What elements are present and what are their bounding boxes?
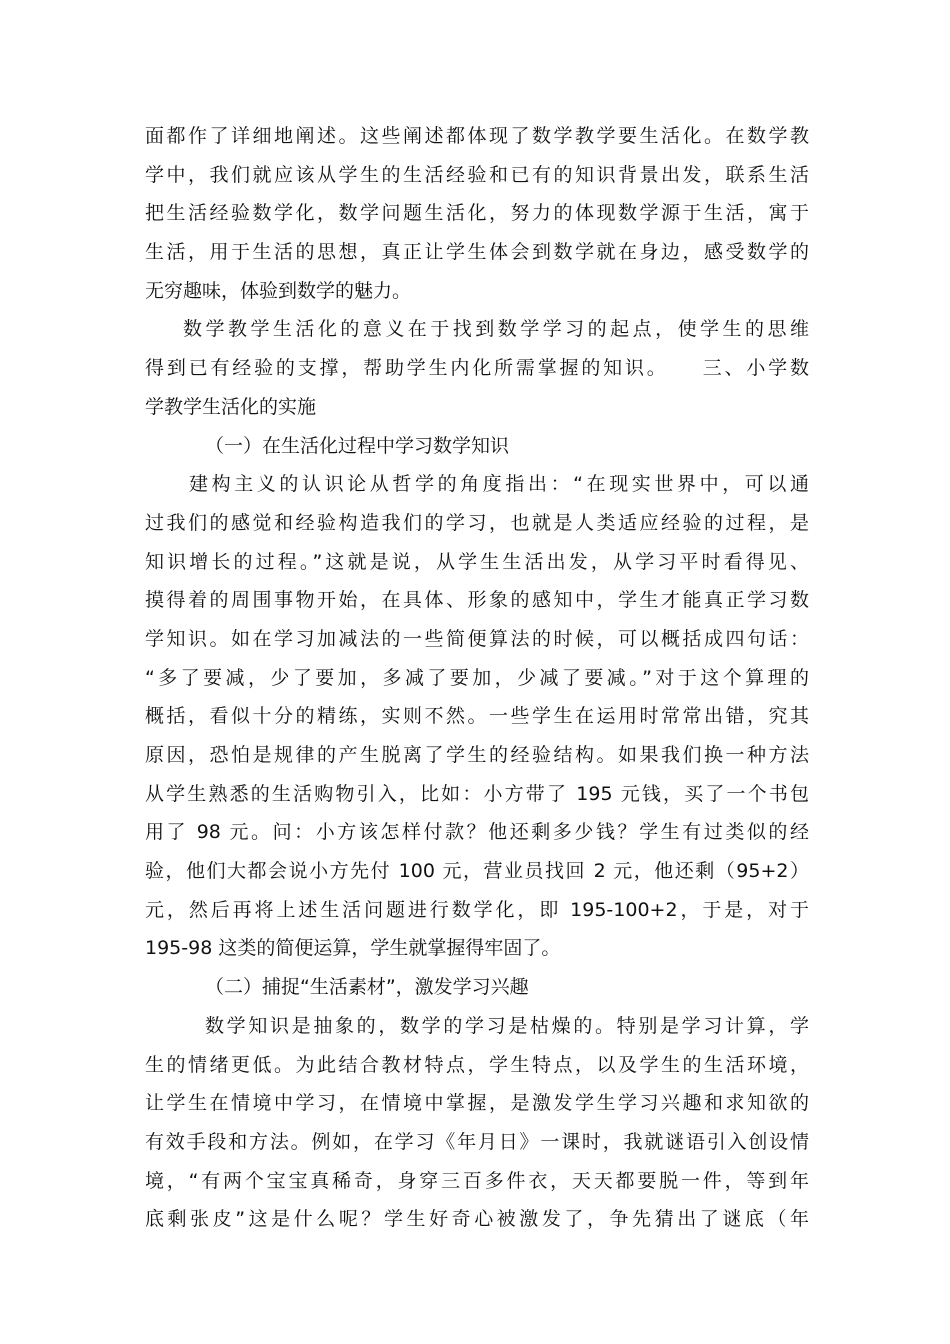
text-line: 验，他们大都会说小方先付 100 元，营业员找回 2 元，他还剩（95+2） [145, 860, 809, 883]
text-line: 概括，看似十分的精练，实则不然。一些学生在运用时常常出错，究其 [145, 705, 809, 728]
text-line: 生活，用于生活的思想，真正让学生体会到数学就在身边，感受数学的 [145, 241, 809, 264]
section-heading: （一）在生活化过程中学习数学知识 [205, 434, 510, 457]
text-line: 生的情绪更低。为此结合教材特点，学生特点，以及学生的生活环境， [145, 1053, 809, 1076]
text-line: 学教学生活化的实施 [145, 395, 317, 418]
text-line: 境，“有两个宝宝真稀奇，身穿三百多件衣，天天都要脱一件，等到年 [145, 1169, 809, 1192]
text-line: 无穷趣味，体验到数学的魅力。 [145, 279, 412, 302]
section-heading: （二）捕捉“生活素材”，激发学习兴趣 [205, 976, 529, 999]
text-line: “多了要减，少了要加，多减了要加，少减了要减。”对于这个算理的 [145, 666, 809, 689]
text-line: 原因，恐怕是规律的产生脱离了学生的经验结构。如果我们换一种方法 [145, 744, 809, 766]
text-line: 把生活经验数学化，数学问题生活化，努力的体现数学源于生活，寓于 [145, 202, 809, 225]
text-line: 知识增长的过程。”这就是说，从学生生活出发，从学习平时看得见、 [145, 550, 809, 573]
text-line: 元，然后再将上述生活问题进行数学化，即 195-100+2，于是，对于 [145, 898, 809, 921]
text-line: 学知识。如在学习加减法的一些简便算法的时候，可以概括成四句话： [145, 627, 809, 650]
text-line: 数学知识是抽象的，数学的学习是枯燥的。特别是学习计算，学 [205, 1014, 809, 1037]
text-line: 让学生在情境中学习，在情境中掌握，是激发学生学习兴趣和求知欲的 [145, 1092, 809, 1115]
text-line: 面都作了详细地阐述。这些阐述都体现了数学教学要生活化。在数学教 [145, 125, 809, 147]
text-line: 学中，我们就应该从学生的生活经验和已有的知识背景出发，联系生活 [145, 163, 809, 186]
text-line: 从学生熟悉的生活购物引入，比如：小方带了 195 元钱，买了一个书包 [145, 782, 809, 805]
document-body [145, 117, 809, 1239]
text-line: 过我们的感觉和经验构造我们的学习，也就是人类适应经验的过程，是 [145, 511, 809, 534]
text-line: 数学教学生活化的意义在于找到数学学习的起点，使学生的思维 [183, 318, 809, 341]
text-line: 建构主义的认识论从哲学的角度指出：“在现实世界中，可以通 [189, 473, 809, 496]
text-line: 得到已有经验的支撑，帮助学生内化所需掌握的知识。 三、小学数 [145, 357, 809, 380]
text-line: 有效手段和方法。例如，在学习《年月日》一课时，我就谜语引入创设情 [145, 1130, 809, 1153]
text-line: 用了 98 元。问：小方该怎样付款？他还剩多少钱？学生有过类似的经 [145, 821, 809, 844]
text-line: 底剩张皮”这是什么呢？学生好奇心被激发了，争先猜出了谜底（年 [145, 1208, 809, 1231]
text-line: 195-98 这类的简便运算，学生就掌握得牢固了。 [145, 937, 561, 960]
text-line: 摸得着的周围事物开始，在具体、形象的感知中，学生才能真正学习数 [145, 589, 809, 612]
